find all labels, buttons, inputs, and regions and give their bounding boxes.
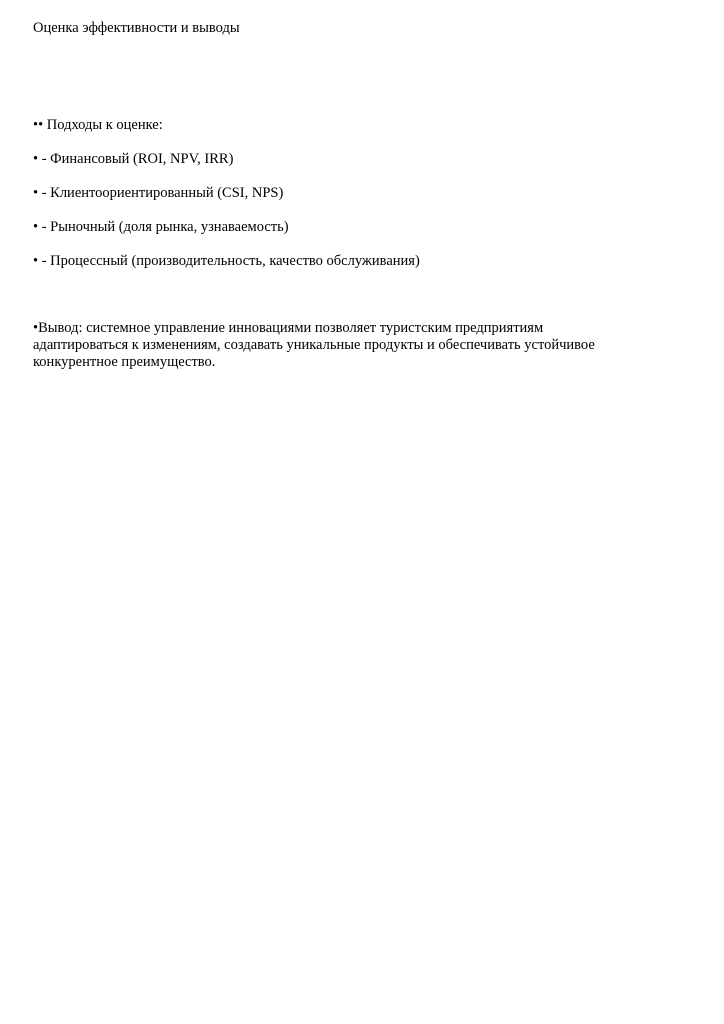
conclusion-line: •Вывод: системное управление инновациями позволяет туристским предприятиям: [33, 320, 544, 336]
conclusion-paragraph: [33, 320, 633, 371]
list-item-financial: • - Финансовый (ROI, NPV, IRR): [33, 151, 234, 167]
approaches-heading: •• Подходы к оценке:: [33, 117, 163, 133]
page-title: Оценка эффективности и выводы: [33, 20, 240, 36]
list-item-process: • - Процессный (производительность, качество обслуживания): [33, 253, 420, 269]
conclusion-line: конкурентное преимущество.: [33, 354, 216, 370]
list-item-market: • - Рыночный (доля рынка, узнаваемость): [33, 219, 289, 235]
list-item-client: • - Клиентоориентированный (CSI, NPS): [33, 185, 284, 201]
conclusion-line: адаптироваться к изменениям, создавать уникальные продукты и обеспечивать устойчивое: [33, 337, 595, 353]
